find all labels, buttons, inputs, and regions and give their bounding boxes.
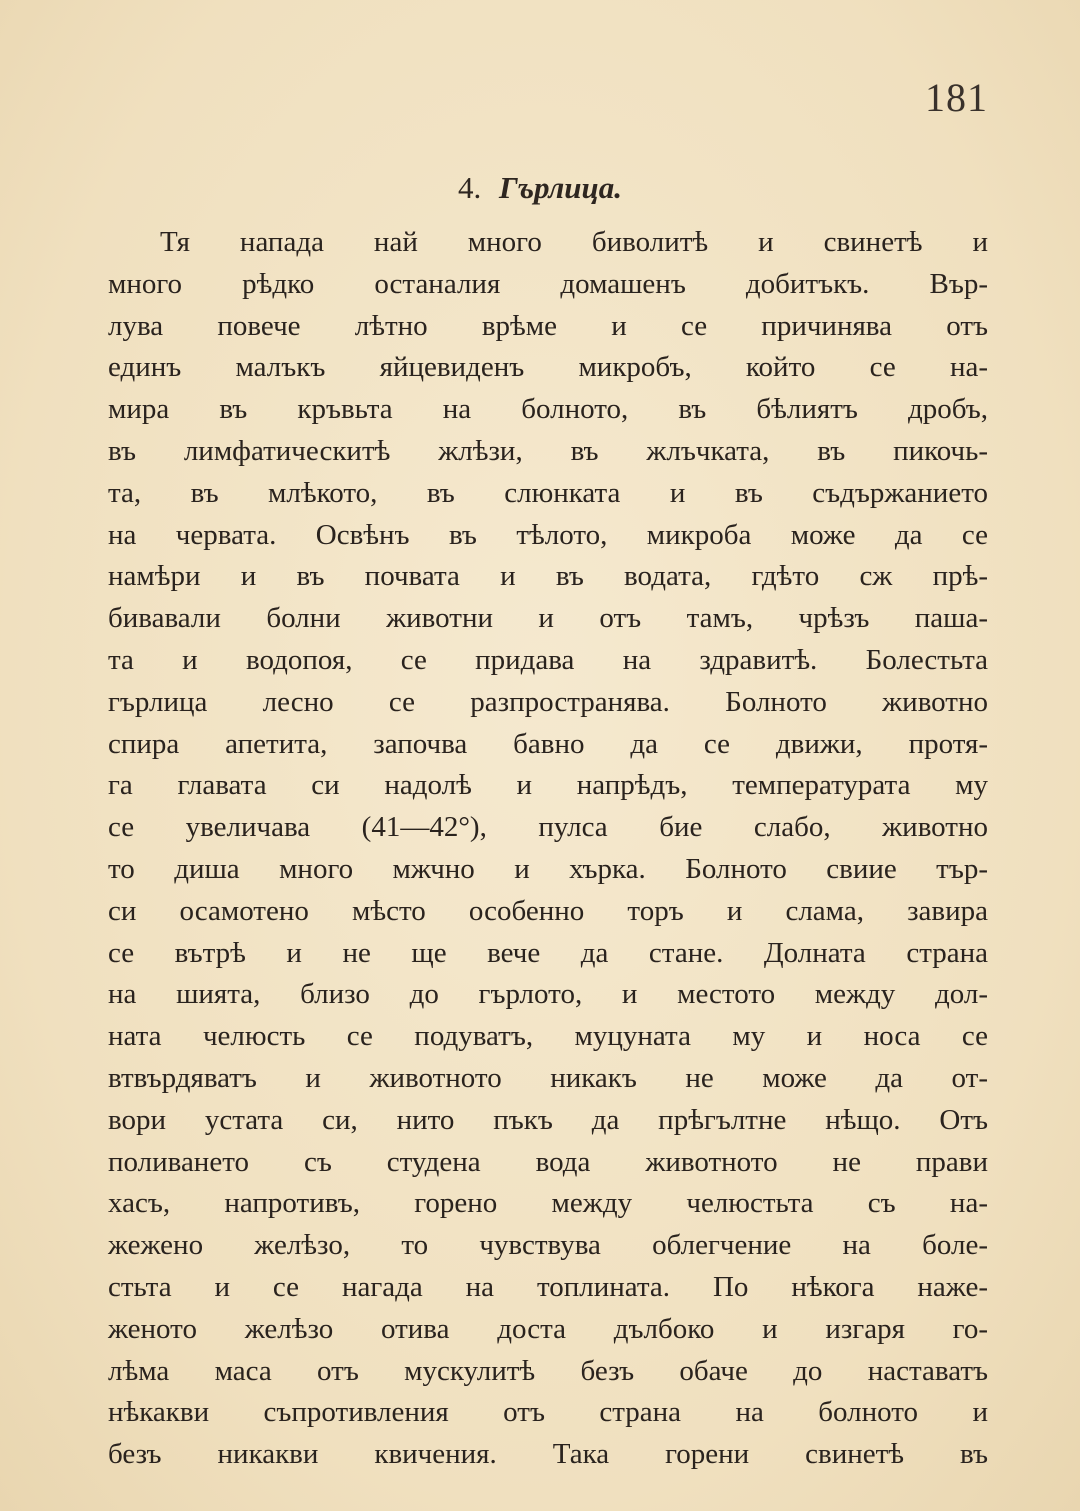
- text-line: бивавали болни животни и отъ тамъ, чрѣзъ паша-: [108, 602, 988, 635]
- text-line: безъ никакви квичения. Така горени свинетѣ въ: [108, 1438, 988, 1471]
- text-line: гърлица лесно се разпространява. Болното животно: [108, 685, 988, 718]
- text-line: жежено желѣзо, то чувствува облегчение на боле-: [108, 1229, 988, 1262]
- text-line: спира апетита, започва бавно да се движи, протя-: [108, 727, 988, 760]
- body-paragraph: [108, 222, 988, 1476]
- text-line: ната челюсть се подуватъ, муцуната му и носа се: [108, 1020, 988, 1053]
- page-number: 181: [925, 75, 988, 120]
- text-line: въ лимфатическитѣ жлѣзи, въ жлъчката, въ пикочь-: [108, 434, 988, 467]
- text-line: стьта и се нагада на топлината. По нѣкога наже-: [108, 1270, 988, 1303]
- text-line: та, въ млѣкото, въ слюнката и въ съдържанието: [108, 476, 988, 509]
- section-number: 4.: [457, 170, 482, 205]
- text-line: лува повече лѣтно врѣме и се причинява отъ: [108, 309, 988, 342]
- text-line: та и водопоя, се придава на здравитѣ. Болестьта: [108, 643, 988, 676]
- text-line: га главата си надолѣ и напрѣдъ, температурата му: [108, 769, 988, 802]
- text-line: на шията, близо до гърлото, и местото между дол-: [108, 978, 988, 1011]
- text-line: единъ малъкъ яйцевиденъ микробъ, който се на-: [108, 351, 988, 384]
- text-line: втвърдяватъ и животното никакъ не може да от-: [108, 1061, 988, 1094]
- text-line: си осамотено мѣсто особенно торъ и слама, завира: [108, 894, 988, 927]
- text-line: намѣри и въ почвата и въ водата, гдѣто сж прѣ-: [108, 560, 988, 593]
- section-heading: [0, 170, 1080, 206]
- text-line: нѣкакви съпротивления отъ страна на болното и: [108, 1396, 988, 1429]
- text-line: се вътрѣ и не ще вече да стане. Долната страна: [108, 936, 988, 969]
- text-line: много рѣдко останалия домашенъ добитъкъ. Вър-: [108, 267, 988, 300]
- text-line: мира въ кръвьта на болното, въ бѣлиятъ дробъ,: [108, 393, 988, 426]
- text-line: женото желѣзо отива доста дълбоко и изгаря го-: [108, 1312, 988, 1345]
- text-line: на червата. Освѣнъ въ тѣлото, микроба може да се: [108, 518, 988, 551]
- text-line: вори устата си, нито пъкъ да прѣгълтне нѣщо. Отъ: [108, 1103, 988, 1136]
- text-line: то диша много мжчно и хърка. Болното свиие тър-: [108, 852, 988, 885]
- text-line: хасъ, напротивъ, горено между челюстьта съ на-: [108, 1187, 988, 1220]
- text-line: лѣма маса отъ мускулитѣ безъ обаче до наставатъ: [108, 1354, 988, 1387]
- text-line: Тя напада най много биволитѣ и свинетѣ и: [160, 226, 988, 258]
- text-line: се увеличава (41—42°), пулса бие слабо, животно: [108, 811, 988, 844]
- section-title: Гърлица.: [498, 170, 623, 205]
- text-line: поливането съ студена вода животното не прави: [108, 1145, 988, 1178]
